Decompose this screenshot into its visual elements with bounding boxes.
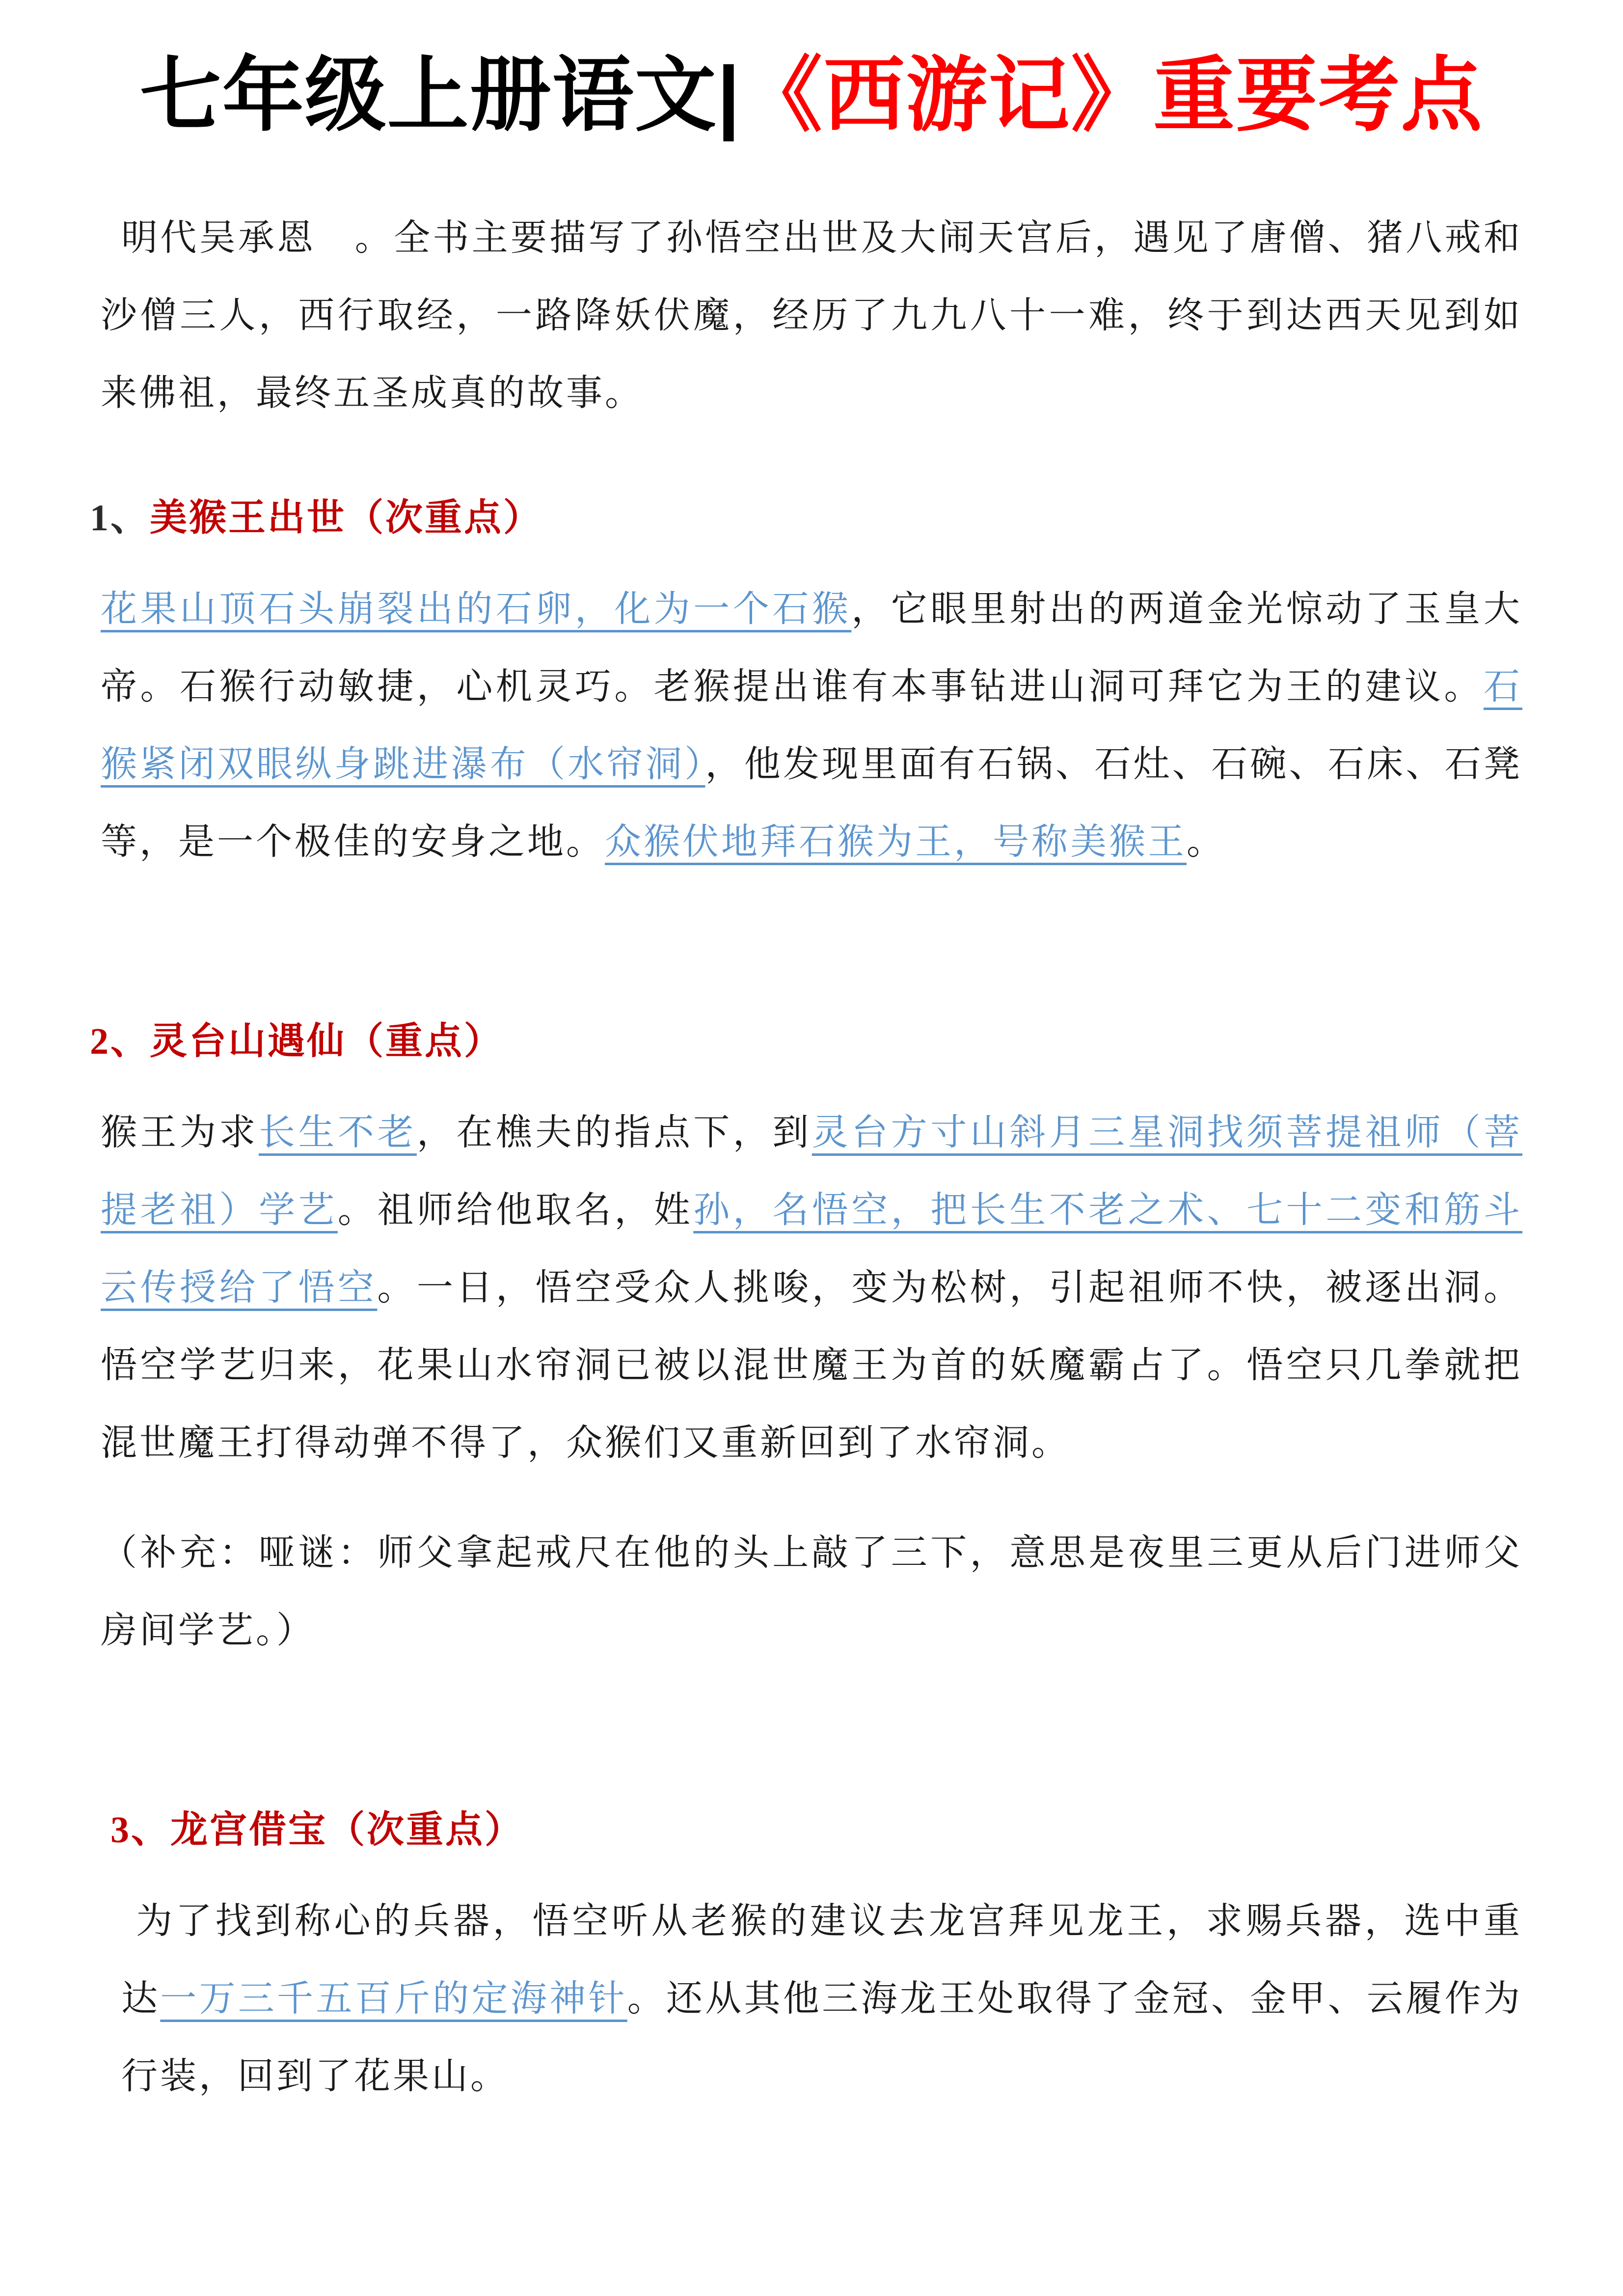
- highlighted-text: 众猴伏地拜石猴为王，号称美猴王: [605, 822, 1187, 862]
- sections-container: [90, 479, 1523, 2115]
- text-run: ，他发现里面有石锅、石灶、石碗、石床、石凳等，是一个极佳的安身之地。: [101, 744, 1523, 862]
- section: [90, 1003, 1523, 1669]
- text-run: 猴王为求: [101, 1113, 259, 1153]
- text-run: 为了找到称心的兵器，悟空听从老猴的建议去龙宫拜见龙王，求赐兵器，选中重达: [121, 1901, 1522, 2019]
- section-heading: [110, 1791, 1522, 1869]
- intro-paragraph: 明代吴承恩 。全书主要描写了孙悟空出世及大闹天宫后，遇见了唐僧、猪八戒和沙僧三人，西行取经，一路降妖伏魔，经历了九九八十一难，终于到达西天见到如来佛祖，最终五圣成真的故事。: [101, 218, 1522, 413]
- highlighted-text: 一万三千五百斤的定海神针: [160, 1979, 627, 2019]
- section-heading: [90, 1003, 1522, 1080]
- page-title: [101, 43, 1522, 148]
- section-heading-text: 灵台山遇仙（重点）: [150, 1021, 503, 1062]
- section-heading-text: 龙宫借宝（次重点）: [170, 1809, 524, 1851]
- section-heading-text: 美猴王出世（次重点）: [150, 497, 542, 539]
- text-run: 。: [1187, 822, 1225, 862]
- text-run: ，在樵夫的指点下，到: [416, 1113, 812, 1153]
- section: [101, 1791, 1522, 2115]
- highlighted-text: 灵台方寸山斜月三星洞找须菩提祖师（菩提老祖）学艺: [101, 1113, 1523, 1230]
- highlighted-text: 花果山顶石头崩裂出的石卵，化为一个石猴: [101, 589, 852, 629]
- text-run: ，它眼里射出的两道金光惊动了玉皇大帝。石猴行动敏捷，心机灵巧。老猴提出谁有本事钻进山洞可拜它为王的建议。: [101, 589, 1523, 707]
- section-heading: [90, 479, 1522, 557]
- section: [90, 479, 1523, 881]
- section-paragraph: [121, 1883, 1522, 2115]
- section-number: 3、: [110, 1809, 170, 1851]
- section-paragraph: [101, 571, 1522, 881]
- text-run: 。祖师给他取名，姓: [337, 1190, 694, 1230]
- section-paragraph: [101, 1514, 1522, 1669]
- highlighted-text: 孙，名悟空，把长生不老之术、七十二变和筋斗云传授给了悟空: [101, 1190, 1523, 1308]
- section-paragraph: [101, 1094, 1522, 1482]
- text-run: （补充：哑谜：师父拿起戒尺在他的头上敲了三下，意思是夜里三更从后门进师父房间学艺。）: [101, 1533, 1522, 1651]
- section-number: 1、: [90, 497, 150, 539]
- text-run: 。一日，悟空受众人挑唆，变为松树，引起祖师不快，被逐出洞。悟空学艺归来，花果山水帘洞已被以混世魔王为首的妖魔霸占了。悟空只几拳就把混世魔王打得动弹不得了，众猴们又重新回到了水帘洞。: [101, 1268, 1523, 1463]
- highlighted-text: 长生不老: [258, 1113, 417, 1153]
- section-number: 2、: [90, 1021, 150, 1062]
- title-topic-part: 《西游记》重要考点: [741, 50, 1484, 141]
- highlighted-text: 石猴紧闭双眼纵身跳进瀑布（水帘洞）: [101, 667, 1522, 785]
- document-content: [0, 43, 1623, 2115]
- text-run: 。还从其他三海龙王处取得了金冠、金甲、云履作为行装，回到了花果山。: [121, 1979, 1523, 2097]
- title-course-part: 七年级上册语文|: [139, 50, 741, 141]
